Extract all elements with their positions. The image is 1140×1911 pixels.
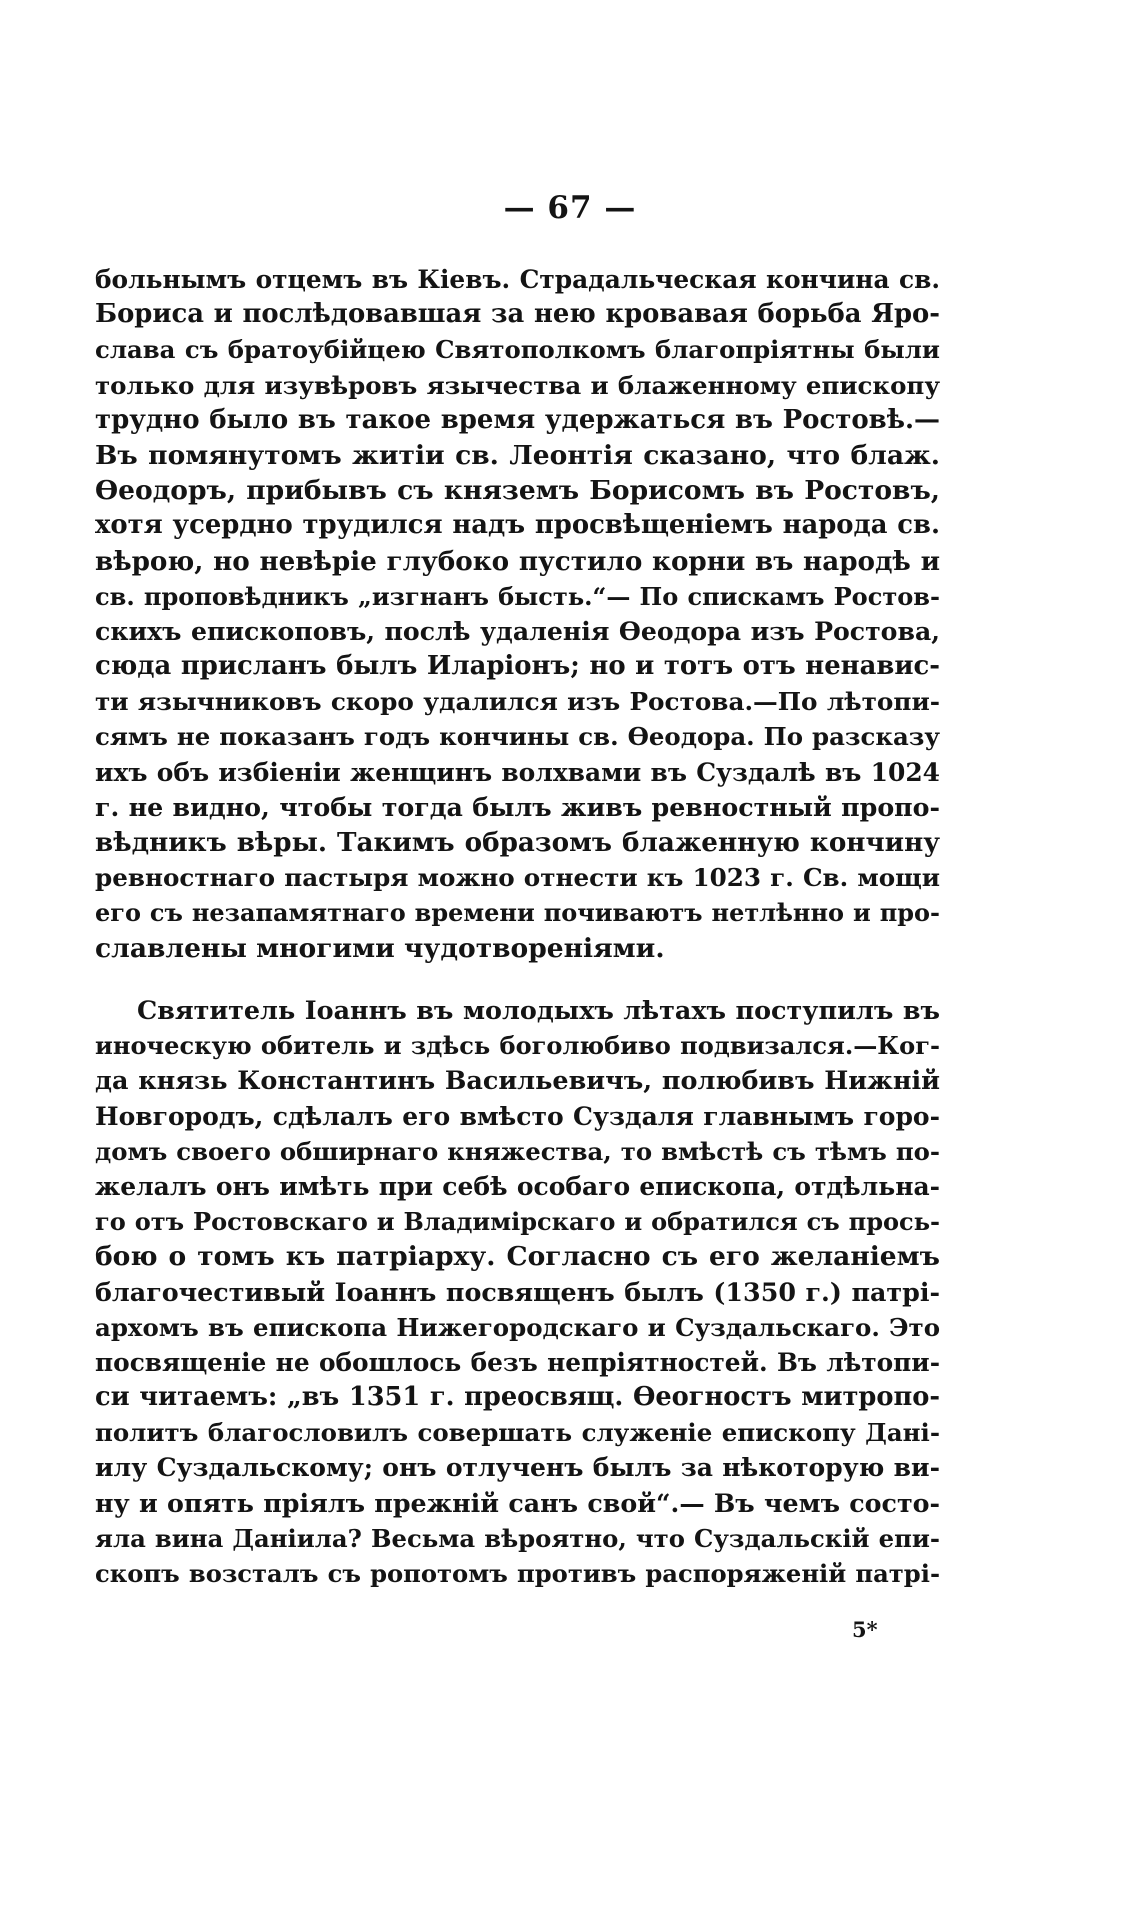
text-line: посвященіе не обошлось безъ непріятностей. Въ лѣтопи- xyxy=(95,1347,940,1377)
text-line: хотя усердно трудился надъ просвѣщеніемъ народа св. xyxy=(95,510,940,541)
text-line: Святитель Іоаннъ въ молодыхъ лѣтахъ поступилъ въ xyxy=(137,995,940,1025)
text-line: трудно было въ такое время удержаться въ Ростовѣ.— xyxy=(95,404,940,435)
text-line: да князь Константинъ Васильевичъ, полюбивъ Нижній xyxy=(95,1065,940,1096)
text-line: желалъ онъ имѣть при себѣ особаго епископа, отдѣльна- xyxy=(95,1171,940,1201)
text-line: сюда присланъ былъ Иларіонъ; но и тотъ отъ ненавис- xyxy=(95,651,940,682)
text-line: благочестивый Іоаннъ посвященъ былъ (1350 г.) патрі- xyxy=(95,1276,940,1307)
text-line: ну и опять пріялъ прежній санъ свой“.— Въ чемъ состо- xyxy=(95,1487,940,1518)
text-line: больнымъ отцемъ въ Кіевъ. Страдальческая кончина св. xyxy=(95,265,940,294)
paragraph-1 xyxy=(95,262,940,966)
text-line: только для изувѣровъ язычества и блаженному епископу xyxy=(95,370,940,400)
text-line: его съ незапамятнаго времени почиваютъ нетлѣнно и про- xyxy=(95,898,940,928)
text-line: Новгородъ, сдѣлалъ его вмѣсто Суздаля главнымъ горо- xyxy=(95,1101,940,1131)
text-line: вѣдникъ вѣры. Такимъ образомъ блаженную кончину xyxy=(95,827,940,858)
text-line: скихъ епископовъ, послѣ удаленія Ѳеодора изъ Ростова, xyxy=(95,615,940,646)
paragraph-2 xyxy=(95,993,940,1591)
text-line: Бориса и послѣдовавшая за нею кровавая борьба Яро- xyxy=(95,299,940,330)
text-line: славлены многими чудотвореніями. xyxy=(95,932,665,964)
text-line: слава съ братоубійцею Святополкомъ благопріятны были xyxy=(95,335,940,365)
text-line: скопъ возсталъ съ ропотомъ противъ распоряженій патрі- xyxy=(95,1559,940,1588)
text-line: сямъ не показанъ годъ кончины св. Ѳеодора. По разсказу xyxy=(95,722,940,752)
text-line: ихъ объ избіеніи женщинъ волхвами въ Суздалѣ въ 1024 xyxy=(95,757,940,787)
text-line: ти язычниковъ скоро удалился изъ Ростова.—По лѣтопи- xyxy=(95,687,940,717)
text-line: илу Суздальскому; онъ отлученъ былъ за нѣкоторую ви- xyxy=(95,1453,940,1483)
text-line: Ѳеодоръ, прибывъ съ княземъ Борисомъ въ Ростовъ, xyxy=(95,475,940,507)
text-line: си читаемъ: „въ 1351 г. преосвящ. Ѳеогностъ митропо- xyxy=(95,1382,940,1413)
text-line: г. не видно, чтобы тогда былъ живъ ревностный пропо- xyxy=(95,791,940,822)
text-line: иноческую обитель и здѣсь боголюбиво подвизался.—Ког- xyxy=(95,1031,940,1061)
text-line: политъ благословилъ совершать служеніе епископу Дані- xyxy=(95,1418,940,1448)
text-line: св. проповѣдникъ „изгнанъ бысть.“— По спискамъ Ростов- xyxy=(95,581,940,611)
text-line: го отъ Ростовскаго и Владимірскаго и обратился съ прось- xyxy=(95,1207,940,1237)
text-line: домъ своего обширнаго княжества, то вмѣстѣ съ тѣмъ по- xyxy=(95,1136,940,1166)
text-line: Въ помянутомъ житіи св. Леонтія сказано, что блаж. xyxy=(95,439,940,471)
page-number: — 67 — xyxy=(503,190,637,226)
signature-mark: 5* xyxy=(852,1617,878,1642)
text-line: архомъ въ епископа Нижегородскаго и Суздальскаго. Это xyxy=(95,1312,940,1342)
text-line: бою о томъ къ патріарху. Согласно съ его желаніемъ xyxy=(95,1241,940,1273)
text-line: ревностнаго пастыря можно отнести къ 1023 г. Св. мощи xyxy=(95,863,940,893)
text-line: яла вина Даніила? Весьма вѣроятно, что Суздальскій епи- xyxy=(95,1523,940,1553)
text-line: вѣрою, но невѣріе глубоко пустило корни въ народѣ и xyxy=(95,545,940,577)
